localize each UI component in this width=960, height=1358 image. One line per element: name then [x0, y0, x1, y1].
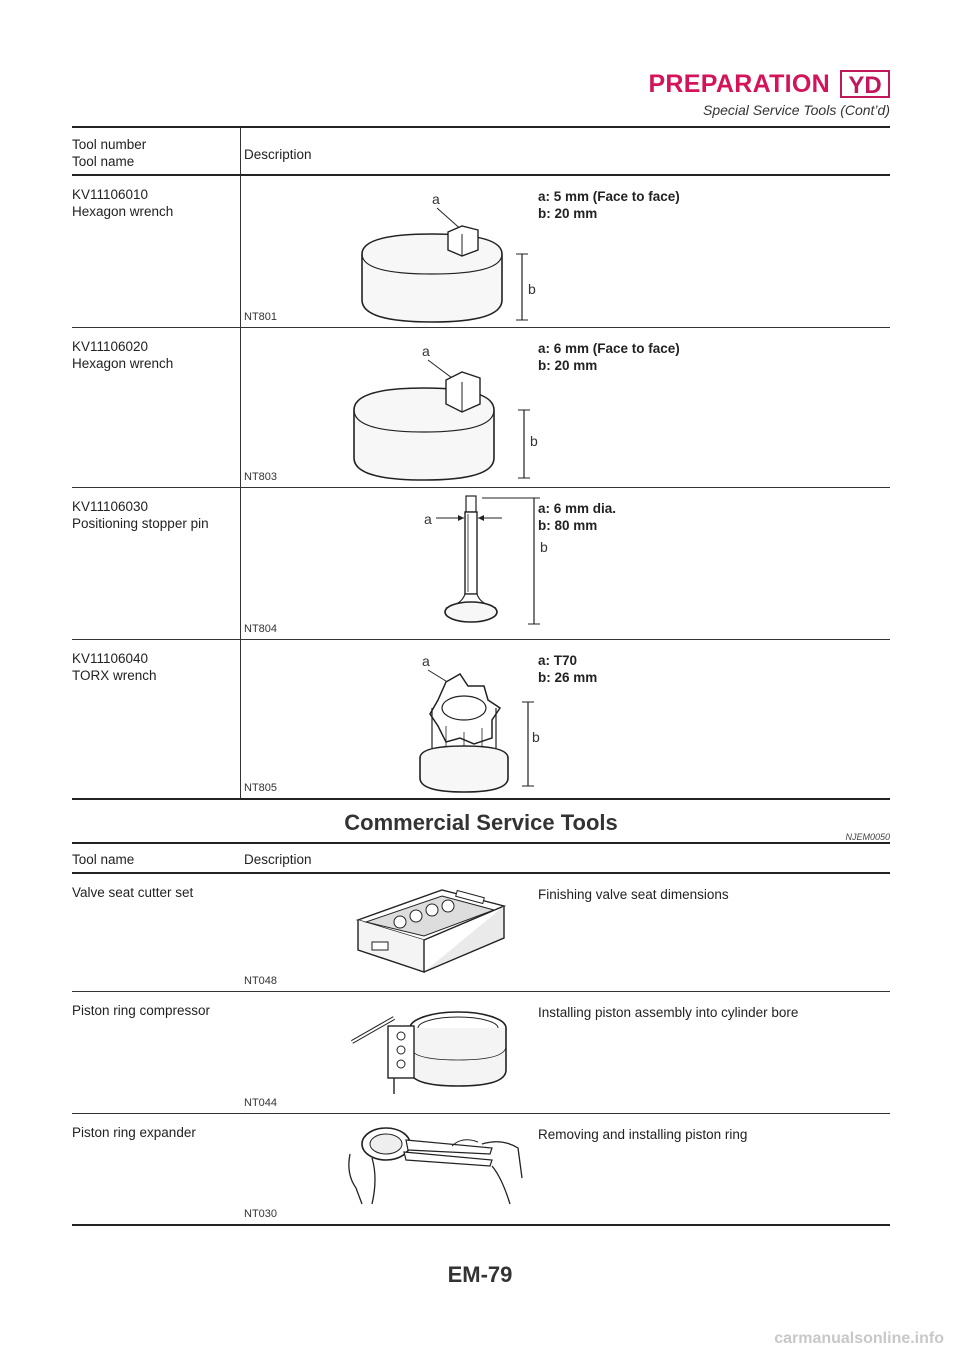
label-a: a — [424, 511, 432, 527]
torx-wrench-figure — [342, 646, 542, 796]
desc-line: b: 26 mm — [538, 670, 598, 685]
desc-line: a: T70 — [538, 653, 578, 668]
table-header-row — [72, 842, 890, 874]
label-b: b — [530, 433, 538, 449]
stopper-pin-figure — [342, 492, 548, 636]
desc-line: b: 80 mm — [538, 518, 598, 533]
figure-code: NT048 — [244, 975, 278, 987]
table-row — [72, 1114, 890, 1226]
watermark: carmanualsonline.info — [774, 1330, 944, 1347]
desc-line: a: 6 mm dia. — [538, 501, 617, 516]
tool-name: Hexagon wrench — [72, 356, 174, 371]
table-row — [72, 328, 890, 488]
label-a: a — [422, 343, 430, 359]
desc-line: a: 6 mm (Face to face) — [538, 341, 680, 356]
tool-name: Piston ring expander — [72, 1125, 196, 1140]
table-row — [72, 176, 890, 328]
section-heading — [72, 806, 890, 842]
piston-ring-expander-figure — [342, 1118, 532, 1208]
figure-code: NT804 — [244, 623, 278, 635]
figure-code: NT805 — [244, 782, 278, 794]
page-number: EM-79 — [447, 1262, 513, 1287]
piston-ring-compressor-figure — [348, 998, 518, 1098]
figure-code: NT801 — [244, 311, 278, 323]
desc-line: b: 20 mm — [538, 358, 598, 373]
engine-badge: YD — [840, 70, 890, 98]
table-header-row — [72, 126, 890, 176]
tool-description: Removing and installing piston ring — [538, 1127, 748, 1142]
tool-description: Installing piston assembly into cylinder bore — [538, 1005, 799, 1020]
col-description: Description — [244, 147, 312, 162]
section-code: NJEM0050 — [845, 832, 890, 842]
section-title: Commercial Service Tools — [344, 810, 618, 835]
figure-code: NT030 — [244, 1208, 278, 1220]
label-b: b — [540, 539, 548, 555]
desc-line: a: 5 mm (Face to face) — [538, 189, 680, 204]
tool-name: Valve seat cutter set — [72, 885, 194, 900]
table-row — [72, 640, 890, 800]
col-tool-number: Tool number — [72, 137, 147, 152]
page-title: PREPARATION — [648, 70, 830, 98]
tool-number: KV11106010 — [72, 187, 149, 202]
col-tool-name: Tool name — [72, 154, 135, 169]
table-row — [72, 874, 890, 992]
valve-seat-cutter-set-figure — [352, 880, 512, 970]
hexagon-wrench-figure — [342, 182, 542, 322]
label-a: a — [432, 191, 440, 207]
page-subtitle: Special Service Tools (Cont’d) — [702, 102, 890, 118]
hexagon-wrench-figure — [342, 334, 542, 484]
tool-number: KV11106020 — [72, 339, 149, 354]
figure-code: NT044 — [244, 1097, 278, 1109]
tool-name: TORX wrench — [72, 668, 157, 683]
tool-name: Hexagon wrench — [72, 204, 174, 219]
figure-code: NT803 — [244, 471, 278, 483]
page-header — [72, 68, 890, 128]
label-a: a — [422, 653, 430, 669]
tool-name: Positioning stopper pin — [72, 516, 209, 531]
col-description: Description — [244, 852, 312, 867]
label-b: b — [528, 281, 536, 297]
commercial-tools-table — [72, 842, 890, 1226]
tool-description: Finishing valve seat dimensions — [538, 887, 729, 902]
desc-line: b: 20 mm — [538, 206, 598, 221]
special-tools-table — [72, 126, 890, 800]
tool-number: KV11106040 — [72, 651, 149, 666]
col-tool-name: Tool name — [72, 852, 135, 867]
tool-number: KV11106030 — [72, 499, 149, 514]
tool-name: Piston ring compressor — [72, 1003, 211, 1018]
table-row — [72, 488, 890, 640]
table-row — [72, 992, 890, 1114]
label-b: b — [532, 729, 540, 745]
